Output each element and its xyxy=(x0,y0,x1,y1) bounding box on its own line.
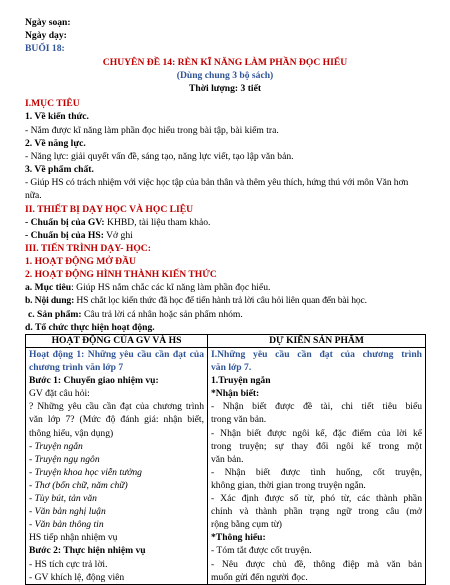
san-pham-label: c. Sản phẩm: xyxy=(28,309,82,320)
du-kien-column-header: DỰ KIẾN SẢN PHẨM xyxy=(208,335,426,348)
thong-hieu-2-line1: - Nêu được chủ đề, thông điệp mà văn bản xyxy=(211,558,422,570)
noi-dung-line xyxy=(25,295,367,307)
thong-hieu-1: - Tóm tắt được cốt truyện. xyxy=(211,545,312,557)
chuan-bi-hs xyxy=(25,230,133,242)
nhan-biet-1-line2: trong văn bản. xyxy=(211,414,267,426)
to-chuc-label: d. Tổ chức thực hiện hoạt động. xyxy=(25,322,155,333)
hs-tich-cuc: - HS tích cực trả lời. xyxy=(29,558,108,570)
nhan-biet-1-line1: - Nhận biết được đề tài, chi tiết tiêu biểu xyxy=(211,401,422,413)
right-title-line1: I.Những yêu cầu cần đạt của chương trình xyxy=(211,349,422,360)
hoat-dong-mo-dau: 1. HOẠT ĐỘNG MỞ ĐẦU xyxy=(25,256,136,267)
list-item: - Truyện khoa học viễn tưởng xyxy=(29,466,142,478)
expected-product-cell xyxy=(208,348,426,585)
san-pham-line xyxy=(28,309,243,321)
truyen-ngan-heading: 1.Truyện ngắn xyxy=(211,375,271,387)
hs-tiep-nhan: HS tiếp nhận nhiệm vụ xyxy=(29,532,118,544)
left-title-line2: chương trình văn lớp 7 xyxy=(29,362,124,374)
right-title-line2: văn lớp 7. xyxy=(211,362,252,374)
nhan-biet-4-line3: rộng bằng cụm từ) xyxy=(211,519,283,531)
list-item: - Tùy bút, tản văn xyxy=(29,493,97,505)
pham-chat-heading: 3. Về phẩm chất. xyxy=(25,164,94,175)
nhan-biet-heading: *Nhận biết: xyxy=(211,388,260,400)
kien-thuc-heading: 1. Về kiến thức. xyxy=(25,111,89,122)
left-title-line1: Hoạt động 1: Những yêu cầu cần đạt của xyxy=(29,349,204,360)
muc-tieu-heading: I.MỤC TIÊU xyxy=(25,98,80,109)
nhan-biet-3-line1: - Nhận biết được tình huống, cốt truyện, xyxy=(211,466,422,478)
activity-table xyxy=(25,334,426,585)
noi-dung-text: HS chắt lọc kiến thức đã học để tiến hành trả lời câu hỏi liên quan đến bài học. xyxy=(74,295,367,306)
ngay-soan-label: Ngày soạn: xyxy=(25,17,71,28)
thong-hieu-heading: *Thông hiểu: xyxy=(211,532,266,544)
gv-hs-column-header: HOẠT ĐỘNG CỦA GV VÀ HS xyxy=(26,335,208,348)
thiet-bi-heading: II. THIẾT BỊ DẠY HỌC VÀ HỌC LIỆU xyxy=(25,204,194,215)
question-line1: ? Những yêu cầu cần đạt của chương trình xyxy=(29,401,204,413)
chuan-bi-hs-label: - Chuẩn bị của HS: xyxy=(25,230,104,241)
gv-khich-le: - GV khích lệ, động viên xyxy=(29,571,125,583)
list-item: - Văn bản nghị luận xyxy=(29,506,106,518)
muc-tieu-text: : Giúp HS nắm chắc các kĩ năng làm phần đọc hiểu. xyxy=(71,282,271,293)
chuan-bi-gv-text: KHBD, tài liệu tham khảo. xyxy=(104,217,211,228)
noi-dung-label: b. Nội dung: xyxy=(25,295,75,306)
kien-thuc-text: - Nắm được kĩ năng làm phần đọc hiểu trong bài tập, bài kiểm tra. xyxy=(25,125,279,136)
chuan-bi-gv-label: - Chuẩn bị của GV: xyxy=(25,217,105,228)
chuyen-de-title: CHUYÊN ĐỀ 14: RÈN KĨ NĂNG LÀM PHẦN ĐỌC HIỂU xyxy=(102,57,348,68)
pham-chat-text-line2: nữa. xyxy=(25,190,42,201)
nang-luc-heading: 2. Về năng lực. xyxy=(25,138,86,149)
muc-tieu-line xyxy=(25,282,270,294)
nhan-biet-4-line2: chính và thành phần trạng ngữ trong câu (mở xyxy=(211,506,422,518)
thong-hieu-2-line2: muốn gửi đến người đọc. xyxy=(211,571,308,583)
nhan-biet-4-line1: - Xác định được số từ, phó từ, các thành phần xyxy=(211,493,422,505)
hoat-dong-hinh-thanh: 2. HOẠT ĐỘNG HÌNH THÀNH KIẾN THỨC xyxy=(25,269,217,280)
chuan-bi-hs-text: Vở ghi xyxy=(103,230,133,241)
muc-tieu-label: a. Mục tiêu xyxy=(25,282,72,293)
ngay-day-label: Ngày dạy: xyxy=(25,30,67,41)
buoi-label: BUỔI 18: xyxy=(25,43,65,54)
question-line3: thông hiểu, vận dụng) xyxy=(29,427,114,439)
gv-dat-cau-hoi: GV đặt câu hỏi: xyxy=(29,388,90,400)
tien-trinh-heading: III. TIẾN TRÌNH DẠY- HỌC: xyxy=(25,243,151,254)
nang-luc-text: - Năng lực: giải quyết vấn đề, sáng tạo, năng lực viết, tạo lập văn bản. xyxy=(25,151,294,162)
nhan-biet-2-line3: văn bản. xyxy=(211,453,244,465)
list-item: - Truyện ngụ ngôn xyxy=(29,453,100,465)
list-item: - Thơ (bốn chữ, năm chữ) xyxy=(29,479,128,491)
nhan-biet-2-line1: - Nhận biết được ngôi kể, đặc điểm của lời kể xyxy=(211,427,422,439)
thoi-luong: Thời lượng: 3 tiết xyxy=(188,83,262,94)
list-item: - Văn bản thông tin xyxy=(29,519,104,531)
pham-chat-text-line1: - Giúp HS có trách nhiệm với việc học tập của bản thân và thêm yêu thích, hứng thú với môn Văn hơn xyxy=(25,177,409,188)
title-note: (Dùng chung 3 bộ sách) xyxy=(176,70,274,81)
san-pham-text: Câu trả lời cá nhân hoặc sản phẩm nhóm. xyxy=(81,309,243,320)
question-line2: văn lớp 7? (Mức độ đánh giá: nhận biết, xyxy=(29,414,204,426)
teacher-student-cell xyxy=(26,348,208,585)
nhan-biet-2-line2: trong truyện; sự thay đổi ngôi kể trong một xyxy=(211,440,422,452)
nhan-biet-3-line2: không gian, thời gian trong truyện ngắn. xyxy=(211,479,366,491)
list-item: - Truyện ngắn xyxy=(29,440,83,452)
chuan-bi-gv xyxy=(25,217,210,229)
buoc1-label: Bước 1: Chuyển giao nhiệm vụ: xyxy=(29,375,159,387)
buoc2-label: Bước 2: Thực hiện nhiệm vụ xyxy=(29,545,146,557)
